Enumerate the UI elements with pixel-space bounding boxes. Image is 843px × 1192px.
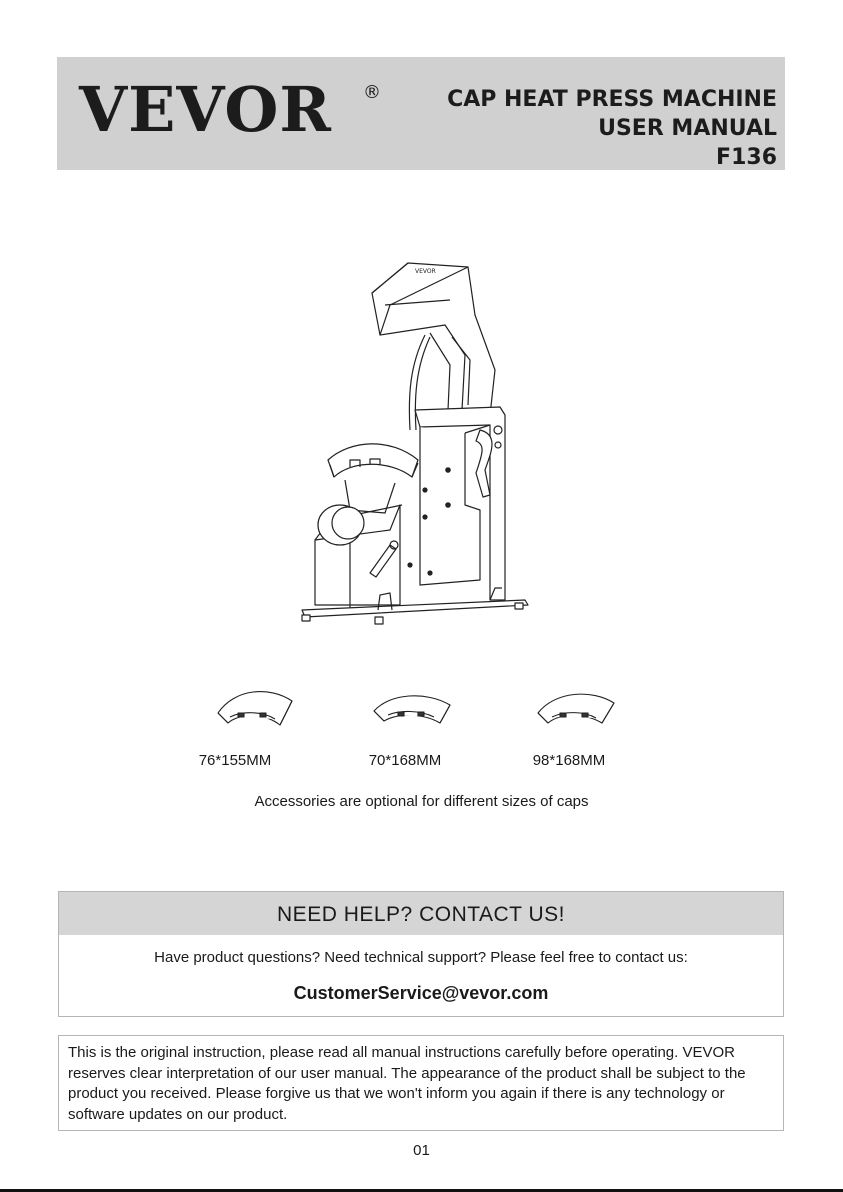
brand-logo: VEVOR xyxy=(79,73,332,146)
accessory-size-1: 76*155MM xyxy=(198,752,272,769)
curved-platen-icon xyxy=(210,683,300,731)
notice-text: This is the original instruction, please read all manual instructions carefully before operating. VEVOR reserves clear interpretation of our user manual. The appearance of the product shall be subject to the product you received. Please forgive us that we won't inform you again if there is any technology or software updates on our product. xyxy=(68,1044,746,1123)
cap-heat-press-machine-illustration xyxy=(290,255,530,630)
machine-illustration xyxy=(290,255,530,630)
accessory-size-2: 70*168MM xyxy=(368,752,442,769)
accessory-size-3: 98*168MM xyxy=(532,752,606,769)
help-box xyxy=(58,891,784,1017)
registered-mark: ® xyxy=(363,82,381,103)
accessory-image-2 xyxy=(368,683,458,731)
page-number: 01 xyxy=(413,1142,430,1159)
accessory-image-1 xyxy=(210,683,300,731)
help-heading: NEED HELP? CONTACT US! xyxy=(59,892,783,935)
title-line-2: USER MANUAL xyxy=(598,116,777,141)
model-number: F136 xyxy=(716,145,777,170)
head-brand-text: VEVOR xyxy=(415,268,436,275)
curved-platen-icon xyxy=(368,683,458,731)
notice-box xyxy=(58,1035,784,1131)
title-line-1: CAP HEAT PRESS MACHINE xyxy=(447,87,777,112)
curved-platen-icon xyxy=(530,683,620,731)
help-text: Have product questions? Need technical support? Please feel free to contact us: xyxy=(154,949,688,966)
support-email-link[interactable]: CustomerService@vevor.com xyxy=(293,983,549,1003)
header-banner xyxy=(57,57,785,170)
document-title xyxy=(447,85,777,172)
accessory-image-3 xyxy=(530,683,620,731)
accessories-note: Accessories are optional for different sizes of caps xyxy=(254,793,589,810)
